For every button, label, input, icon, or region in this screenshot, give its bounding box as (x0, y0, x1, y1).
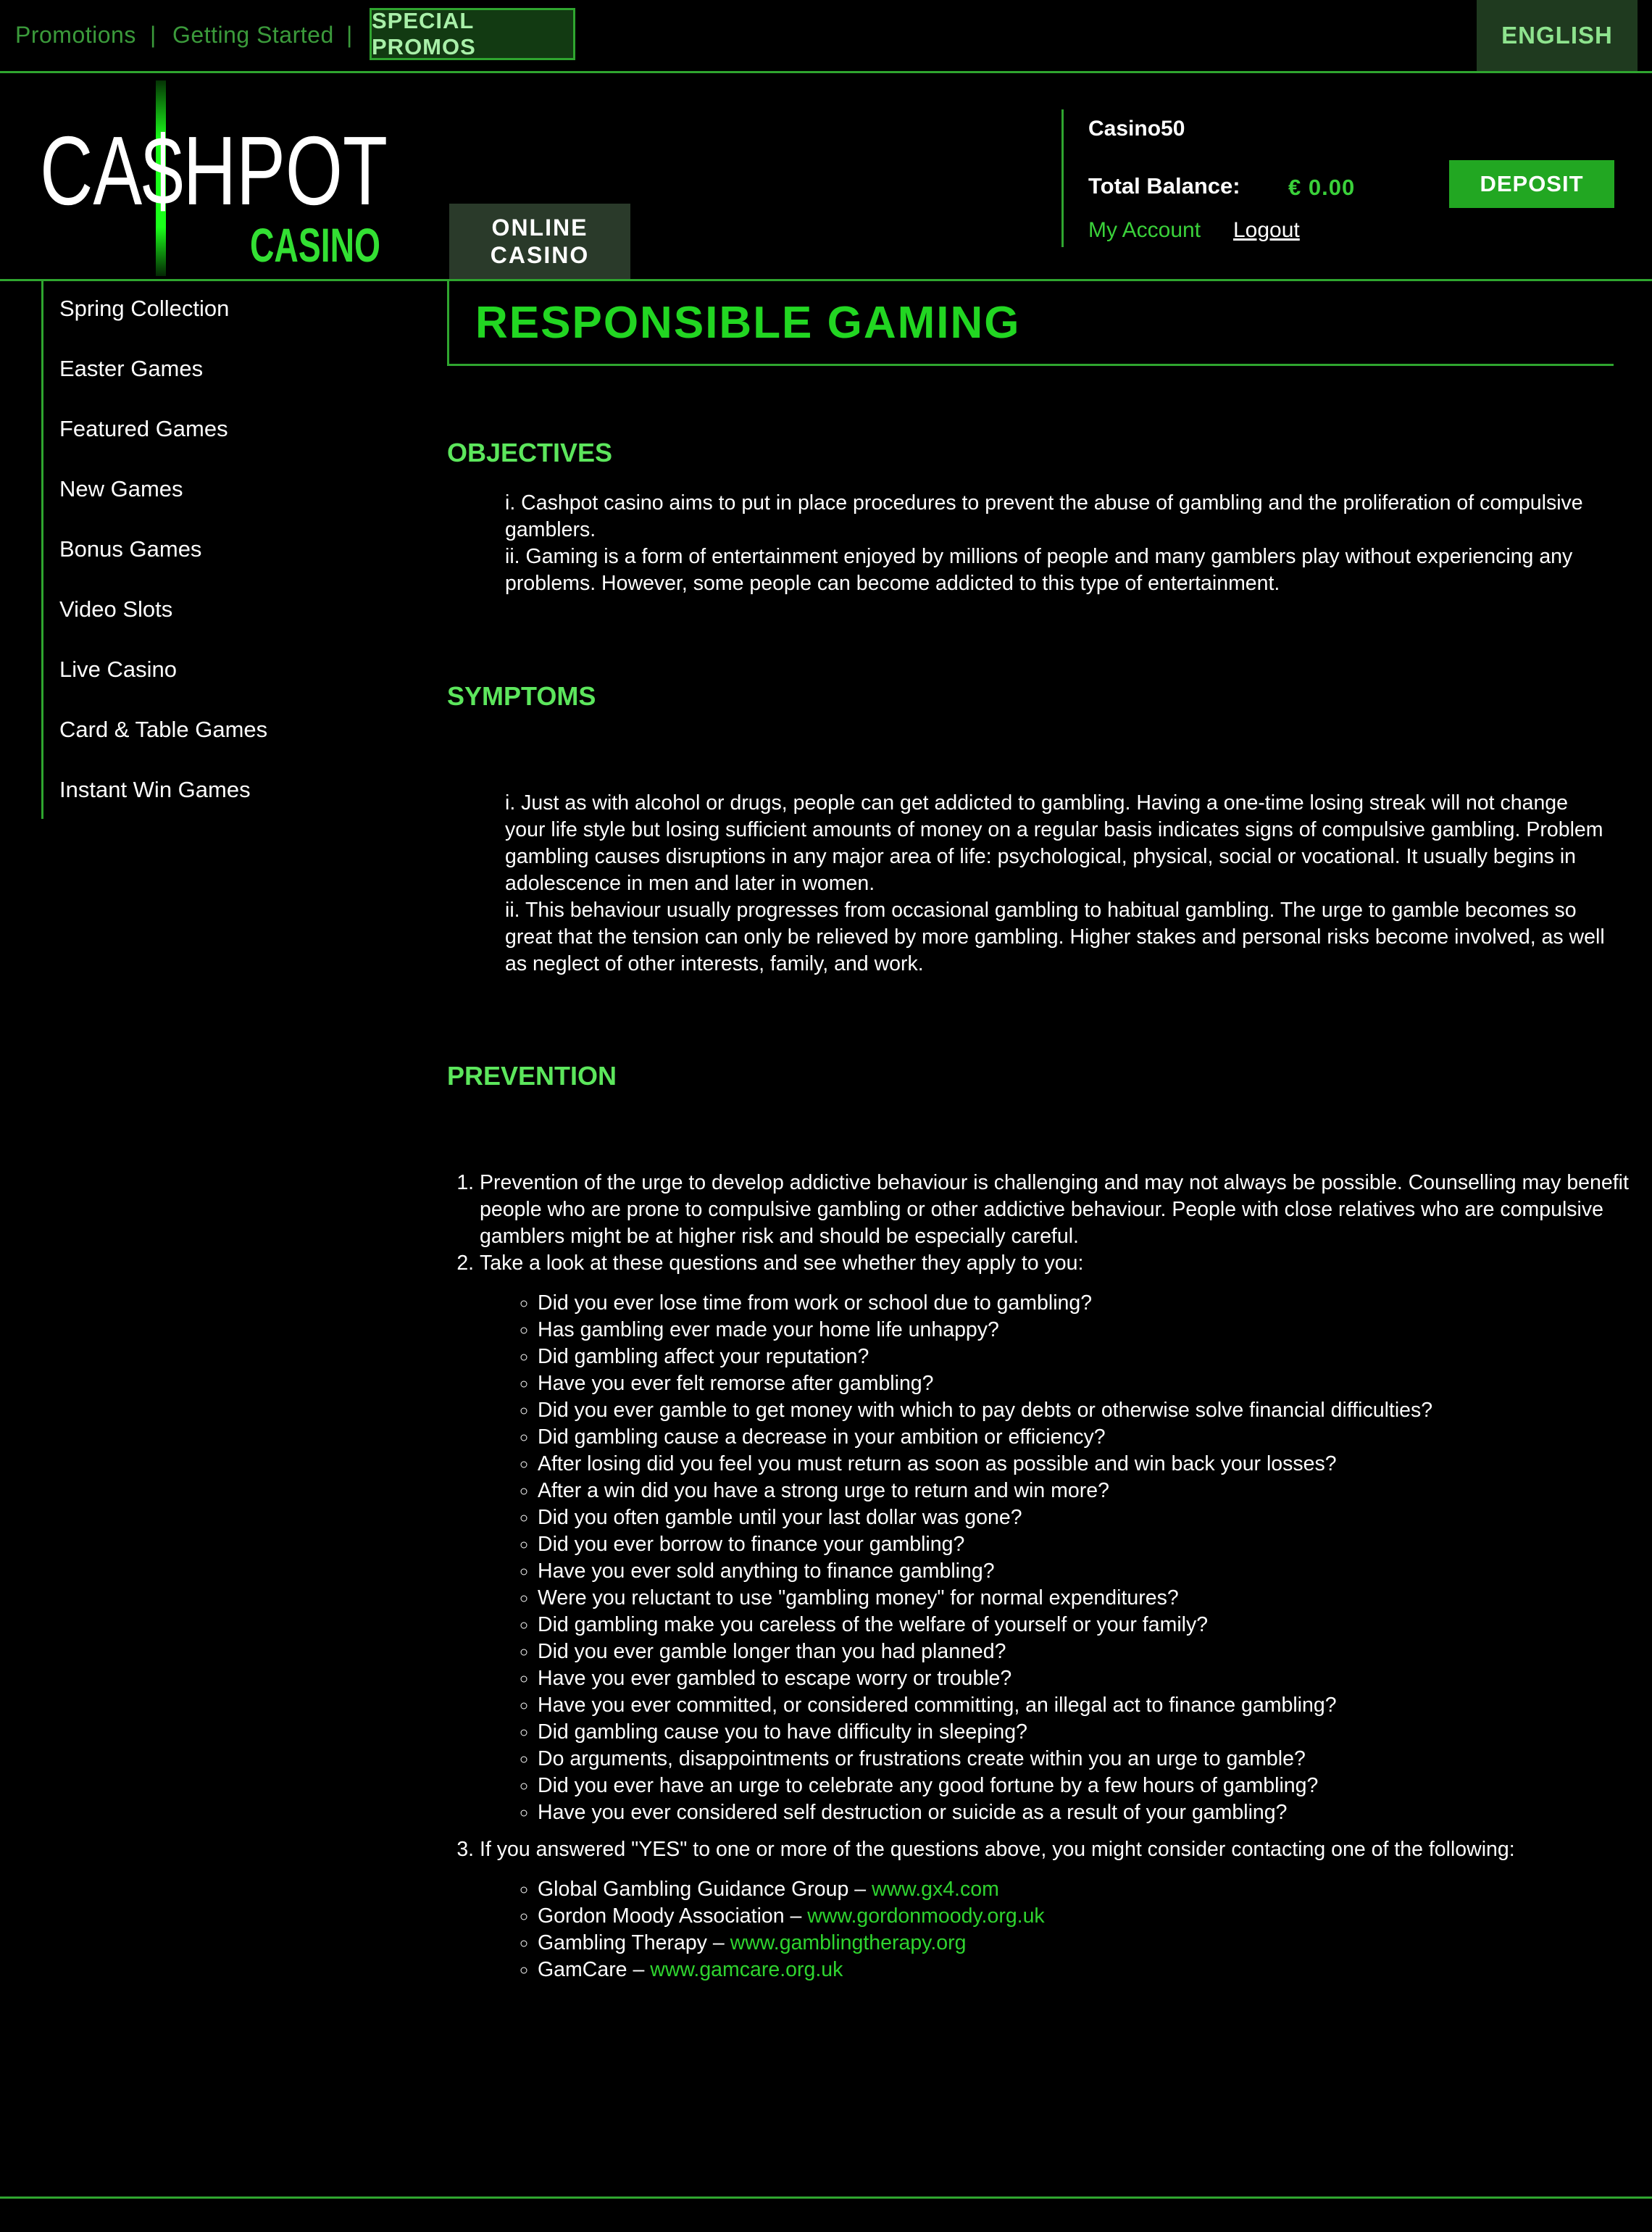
contact-link[interactable]: www.gamblingtherapy.org (730, 1931, 967, 1954)
question-item: ◦ After a win did you have a strong urge to return and win more? (538, 1478, 1646, 1504)
casino-label: CASINO (490, 242, 590, 268)
special-promos-button[interactable]: SPECIAL PROMOS (370, 8, 575, 60)
separator: | (150, 22, 157, 48)
page-title: RESPONSIBLE GAMING (475, 298, 1021, 348)
question-item: ◦ Do arguments, disappointments or frustrations create within you an urge to gamble? (538, 1746, 1646, 1773)
question-item: ◦ Did gambling make you careless of the welfare of yourself or your family? (538, 1612, 1646, 1638)
username: Casino50 (1088, 117, 1185, 141)
question-item: ◦ Did you ever gamble longer than you had planned? (538, 1638, 1646, 1665)
balance-label: Total Balance: (1088, 173, 1240, 199)
question-item: ◦ Have you ever committed, or considered committing, an illegal act to finance gambling? (538, 1692, 1646, 1719)
language-selector[interactable]: ENGLISH (1477, 0, 1638, 71)
question-item: ◦ Did gambling cause a decrease in your ambition or efficiency? (538, 1424, 1646, 1451)
logo-text: CA$HPOT (40, 116, 388, 226)
prevention-list (447, 1170, 1646, 1994)
account-divider (1061, 109, 1064, 247)
sidebar-item-instant-win-games[interactable]: Instant Win Games (59, 777, 251, 802)
question-item: ◦ Has gambling ever made your home life unhappy? (538, 1317, 1646, 1344)
contact-name: Gordon Moody Association – (538, 1904, 808, 1928)
question-item: ◦ Have you ever sold anything to finance gambling? (538, 1558, 1646, 1585)
prevention-item (480, 1170, 1646, 1250)
promotions-link[interactable]: Promotions (15, 22, 136, 48)
contact-item (538, 1930, 1646, 1957)
contact-link[interactable]: www.gx4.com (872, 1878, 999, 1901)
sidebar-item-live-casino[interactable]: Live Casino (59, 657, 177, 682)
sidebar-border (41, 281, 43, 819)
sidebar-item-easter-games[interactable]: Easter Games (59, 356, 204, 381)
contact-item (538, 1903, 1646, 1930)
contact-link[interactable]: www.gordonmoody.org.uk (807, 1904, 1045, 1928)
sidebar-item-video-slots[interactable]: Video Slots (59, 596, 173, 622)
logout-link[interactable]: Logout (1233, 218, 1300, 242)
my-account-link[interactable]: My Account (1088, 218, 1201, 242)
question-item: ◦ Have you ever felt remorse after gambling? (538, 1370, 1646, 1397)
contact-item (538, 1957, 1646, 1983)
sidebar-item-card-table-games[interactable]: Card & Table Games (59, 717, 268, 742)
symptoms-heading: SYMPTOMS (447, 681, 596, 711)
online-label: ONLINE (491, 215, 588, 241)
questions-list (480, 1290, 1646, 1826)
objectives-text: i. Cashpot casino aims to put in place procedures to prevent the abuse of gambling and the proliferation of compulsive gamblers. ii. Gaming is a form of entertainment enjoyed by millions of people and many gamblers play without experiencing any problems. However, some people can become addicted to this type of entertainment. (505, 491, 1583, 595)
separator: | (346, 22, 353, 48)
sidebar-item-spring-collection[interactable]: Spring Collection (59, 296, 230, 321)
objectives-heading: OBJECTIVES (447, 438, 613, 467)
site-header (0, 73, 1652, 281)
question-item: ◦ Did you ever gamble to get money with which to pay debts or otherwise solve financial difficulties? (538, 1397, 1646, 1424)
contact-name: GamCare – (538, 1958, 651, 1981)
contacts-list (480, 1876, 1646, 1983)
footer-divider (0, 2196, 1652, 2199)
cashpot-logo[interactable] (36, 80, 391, 276)
symptoms-text: i. Just as with alcohol or drugs, people can get addicted to gambling. Having a one-time losing streak will not change your life style but losing sufficient amounts of money on a regular basis indicates signs of compulsive gambling. Problem gambling causes disruptions in any major area of life: psychological, physical, social or vocational. It usually begins in adolescence in men and later in women. ii. This behaviour usually progresses from occasional gambling to habitual gambling. The urge to gamble becomes so great that the tension can only be relieved by more gambling. Higher stakes and personal risks become involved, as well as neglect of other interests, family, and work. (505, 791, 1605, 975)
online-casino-tab[interactable] (449, 204, 630, 279)
sidebar-nav (59, 281, 267, 823)
deposit-button[interactable]: DEPOSIT (1449, 160, 1614, 208)
question-item: ◦ Did you ever borrow to finance your gambling? (538, 1531, 1646, 1558)
logo-casino-text: CASINO (250, 218, 380, 272)
balance-value: € 0.00 (1288, 175, 1356, 200)
contact-name: Global Gambling Guidance Group – (538, 1878, 872, 1901)
sidebar-item-featured-games[interactable]: Featured Games (59, 416, 228, 441)
contact-item (538, 1876, 1646, 1903)
sidebar-item-bonus-games[interactable]: Bonus Games (59, 536, 202, 562)
question-item: ◦ Were you reluctant to use "gambling money" for normal expenditures? (538, 1585, 1646, 1612)
question-item: ◦ Did you ever lose time from work or school due to gambling? (538, 1290, 1646, 1317)
page-title-box (447, 281, 1614, 366)
logo-graphic (36, 80, 391, 276)
question-item: ◦ After losing did you feel you must return as soon as possible and win back your losses? (538, 1451, 1646, 1478)
question-item: ◦ Have you ever gambled to escape worry or trouble? (538, 1665, 1646, 1692)
prevention-item-text: If you answered "YES" to one or more of the questions above, you might consider contacting one of the following: (480, 1838, 1515, 1861)
contact-name: Gambling Therapy – (538, 1931, 730, 1954)
question-item: ◦ Did you ever have an urge to celebrate any good fortune by a few hours of gambling? (538, 1773, 1646, 1799)
question-item: ◦ Did gambling cause you to have difficulty in sleeping? (538, 1719, 1646, 1746)
question-item: ◦ Did gambling affect your reputation? (538, 1344, 1646, 1370)
question-item: ◦ Have you ever considered self destruction or suicide as a result of your gambling? (538, 1799, 1646, 1826)
getting-started-link[interactable]: Getting Started (172, 22, 334, 48)
prevention-item (480, 1836, 1646, 1983)
contact-link[interactable]: www.gamcare.org.uk (650, 1958, 843, 1981)
prevention-item (480, 1250, 1646, 1826)
question-item: ◦ Did you often gamble until your last dollar was gone? (538, 1504, 1646, 1531)
prevention-heading: PREVENTION (447, 1061, 617, 1091)
top-bar (0, 0, 1652, 73)
prevention-item-text: Take a look at these questions and see whether they apply to you: (480, 1252, 1084, 1275)
sidebar-item-new-games[interactable]: New Games (59, 476, 183, 501)
prevention-item-text: Prevention of the urge to develop addictive behaviour is challenging and may not always be possible. Counselling may benefit people who are prone to compulsive gambling or other addictive behaviour. People with close relatives who are compulsive gamblers might be at higher risk and should be especially careful. (480, 1171, 1629, 1248)
